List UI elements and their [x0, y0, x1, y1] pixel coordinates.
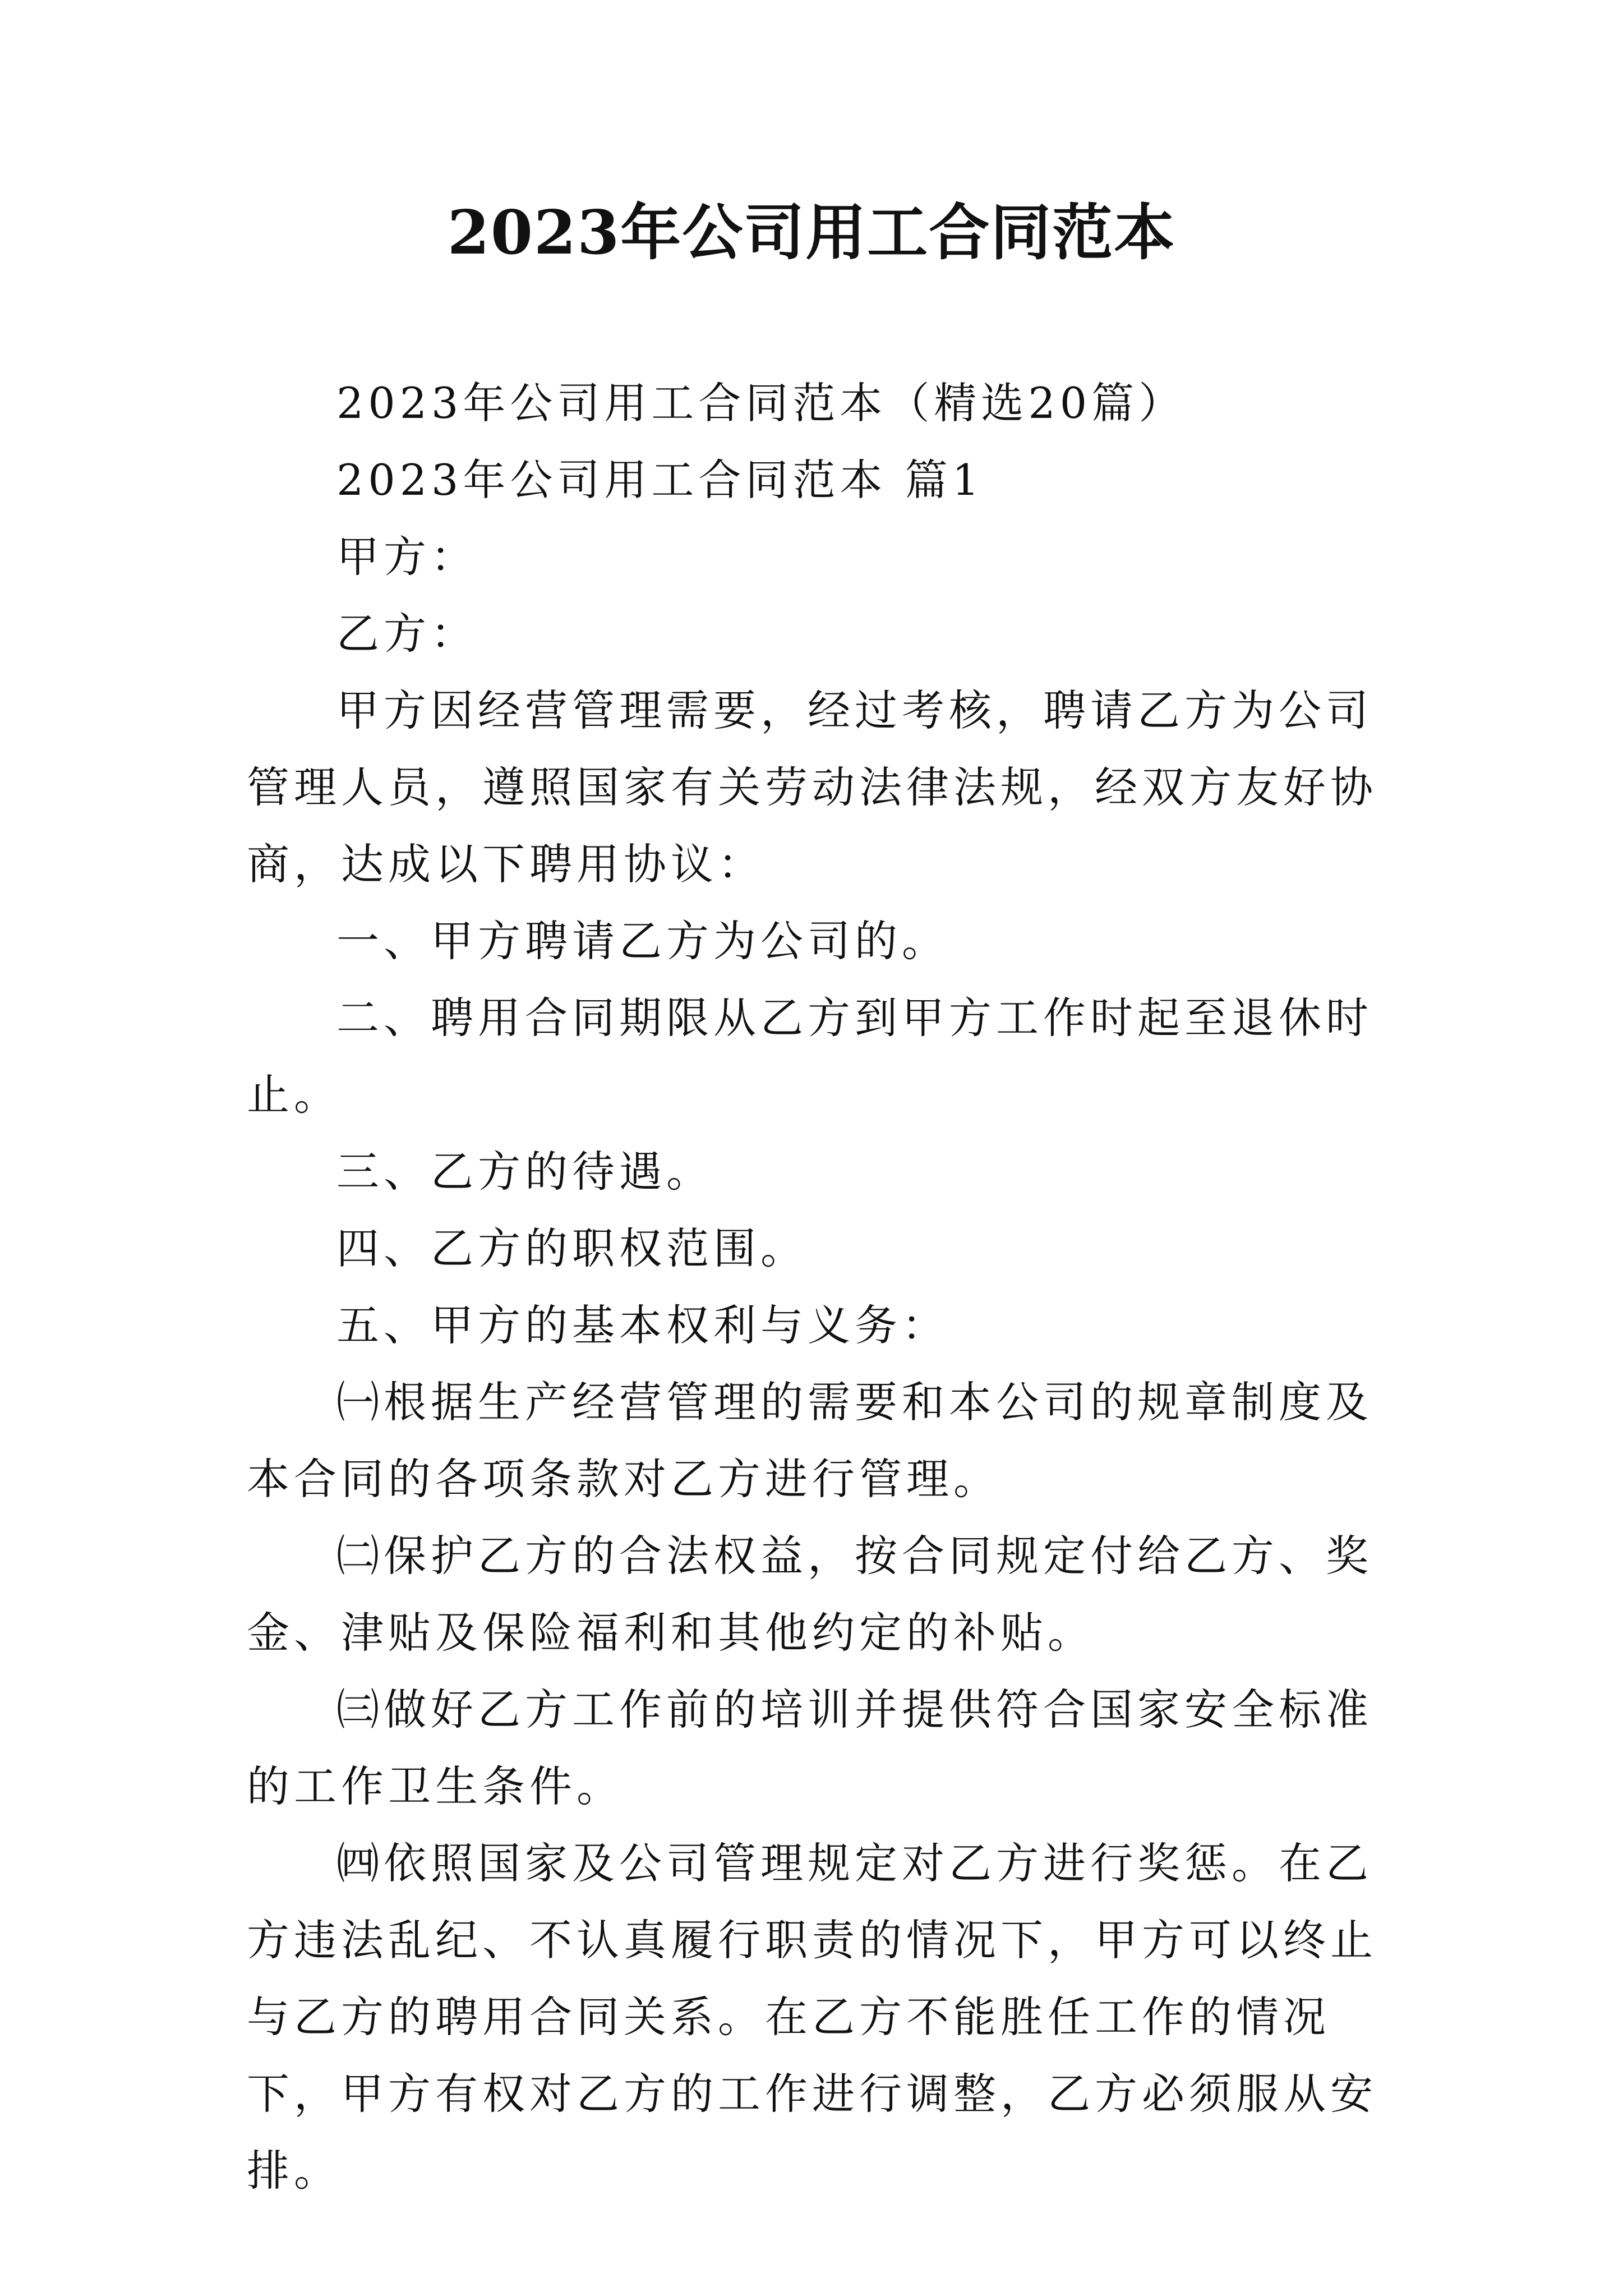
- paragraph-clause-3: 三、乙方的待遇。: [336, 1147, 713, 1197]
- paragraph-subclause-1: ㈠根据生产经营管理的需要和本公司的规章制度及本合同的各项条款对乙方进行管理。: [247, 1377, 1373, 1504]
- paragraph-clause-4: 四、乙方的职权范围。: [336, 1223, 808, 1273]
- paragraph-clause-1: 一、甲方聘请乙方为公司的。: [336, 916, 949, 966]
- document-title: 2023年公司用工合同范本: [447, 197, 1176, 268]
- paragraph-subclause-2: ㈡保护乙方的合法权益，按合同规定付给乙方、奖金、津贴及保险福利和其他约定的补贴。: [247, 1531, 1373, 1658]
- paragraph-intro: 甲方因经营管理需要，经过考核，聘请乙方为公司管理人员，遵照国家有关劳动法律法规，经双方友好协商，达成以下聘用协议：: [247, 685, 1377, 889]
- paragraph-section-heading: 2023年公司用工合同范本 篇1: [336, 455, 984, 505]
- paragraph-party-b: 乙方：: [336, 609, 478, 659]
- paragraph-subtitle: 2023年公司用工合同范本（精选20篇）: [336, 378, 1186, 428]
- paragraph-clause-2: 二、聘用合同期限从乙方到甲方工作时起至退休时止。: [247, 993, 1373, 1120]
- document-body: [247, 365, 1391, 2209]
- paragraph-subclause-4: ㈣依照国家及公司管理规定对乙方进行奖惩。在乙方违法乱纪、不认真履行职责的情况下，甲方可以终止与乙方的聘用合同关系。在乙方不能胜任工作的情况下，甲方有权对乙方的工作进行调整，乙方必须服从安排。: [247, 1838, 1377, 2196]
- paragraph-party-a: 甲方：: [336, 532, 478, 582]
- paragraph-subclause-3: ㈢做好乙方工作前的培训并提供符合国家安全标准的工作卫生条件。: [247, 1685, 1373, 1811]
- paragraph-clause-5: 五、甲方的基本权利与义务：: [336, 1300, 949, 1350]
